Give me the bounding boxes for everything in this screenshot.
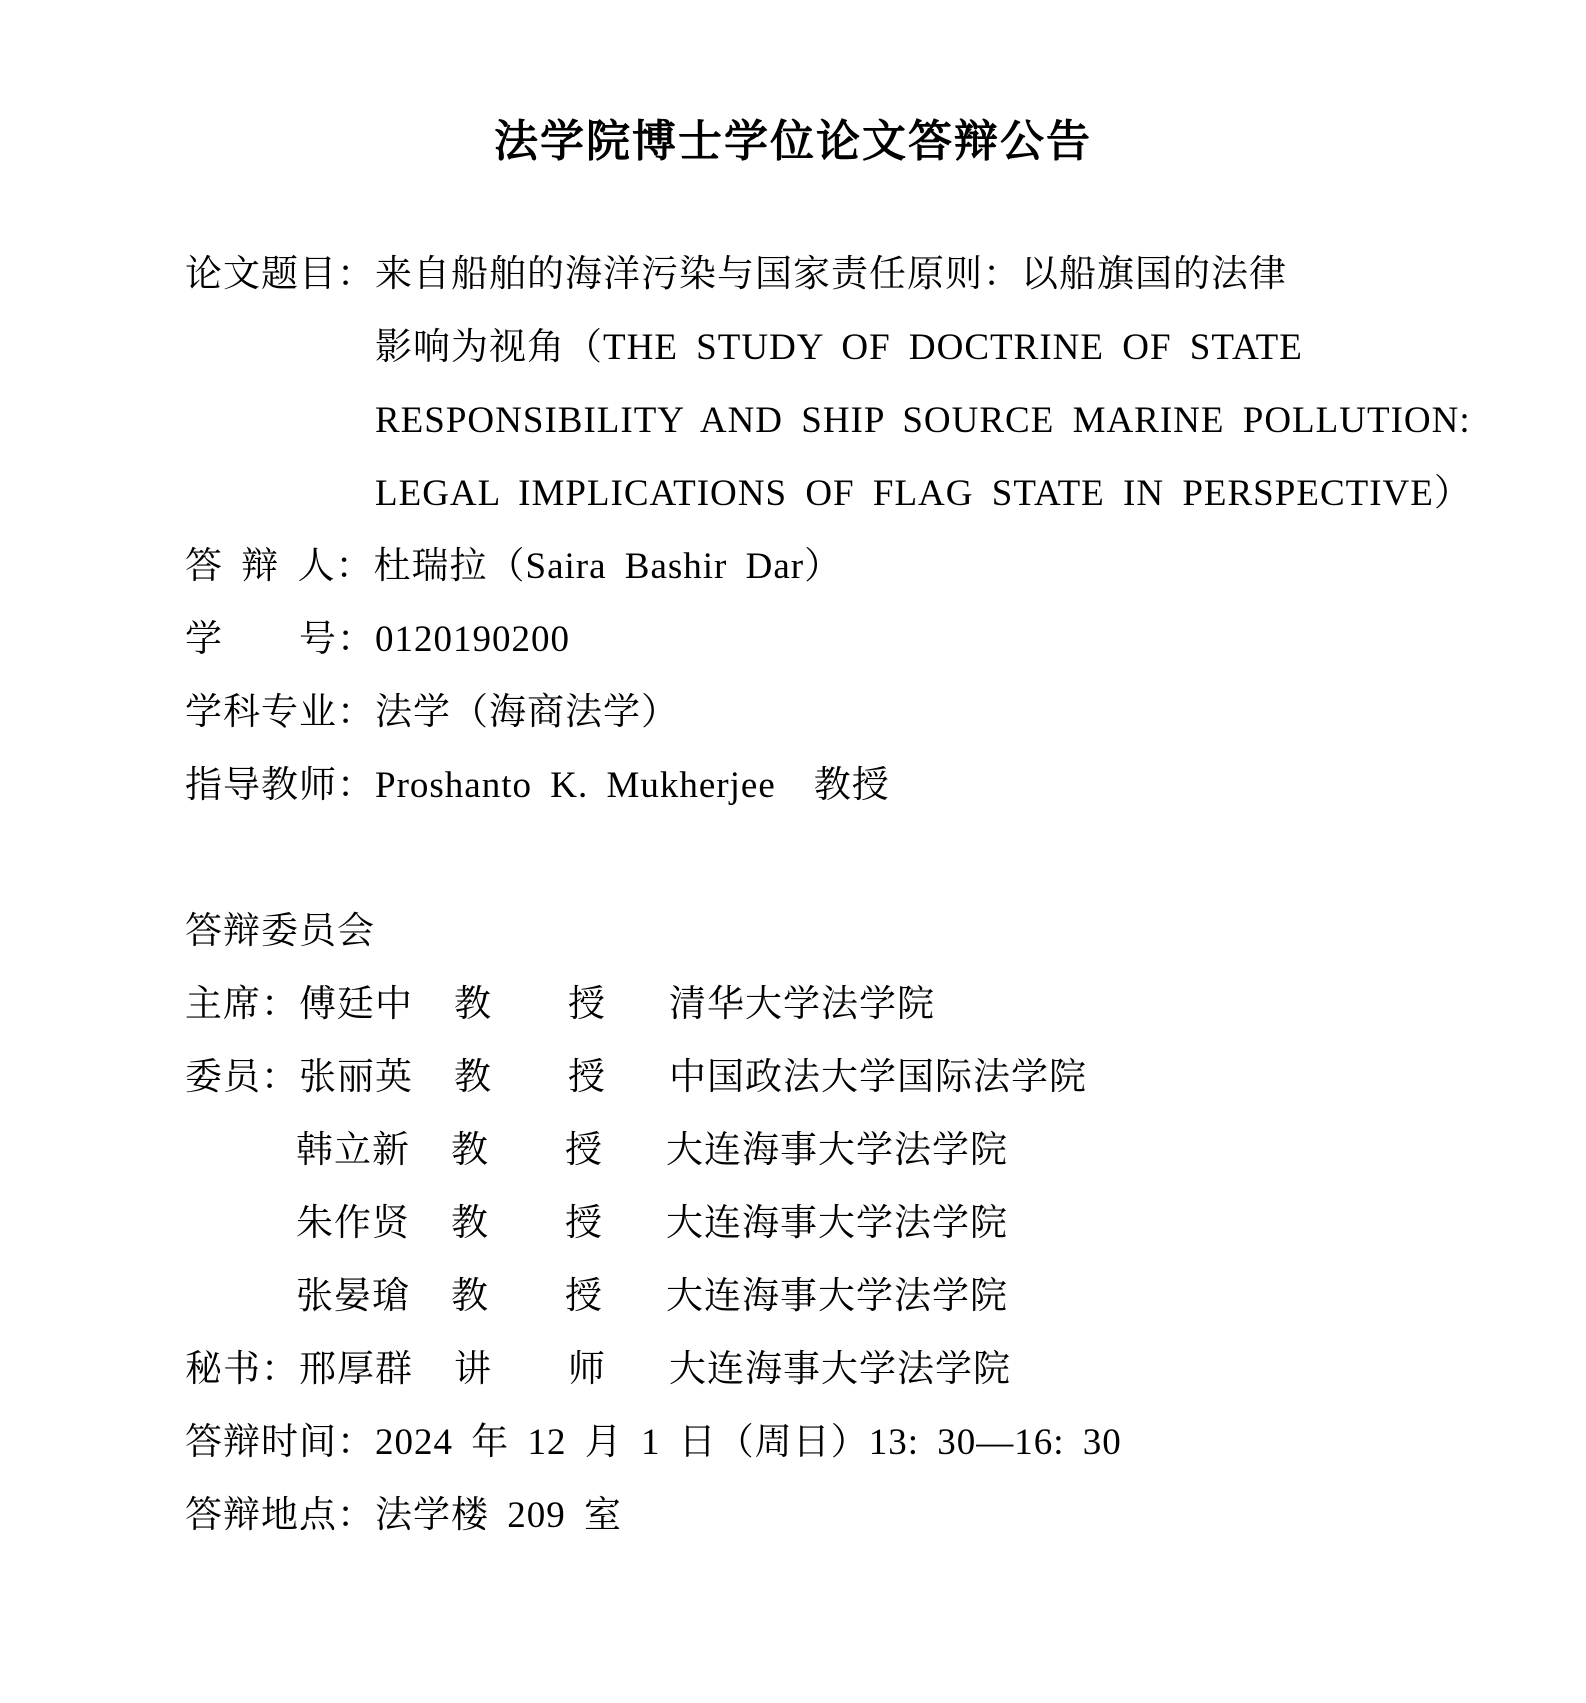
committee-member-institution: 大连海事大学法学院 xyxy=(666,1130,1008,1171)
advisor-label: 指导教师： xyxy=(185,765,375,806)
committee-member-institution: 中国政法大学国际法学院 xyxy=(669,1057,1087,1098)
field-row-defense-venue xyxy=(185,1479,1401,1552)
committee-member-institution: 大连海事大学法学院 xyxy=(666,1276,1008,1317)
defender-label: 答 辩 人： xyxy=(185,546,374,587)
committee-role-label xyxy=(185,1260,296,1333)
committee-role-label: 主席： xyxy=(185,984,299,1025)
student-id-label: 学 号： xyxy=(185,619,375,660)
field-row-topic xyxy=(185,238,1472,530)
committee-member-name: 韩立新 xyxy=(296,1130,410,1171)
defense-time-label: 答辩时间： xyxy=(185,1422,375,1463)
committee-member-name: 张丽英 xyxy=(299,1057,413,1098)
committee-row-member xyxy=(185,1041,1401,1114)
defender-value: 杜瑞拉（Saira Bashir Dar） xyxy=(373,546,843,587)
page-title: 法学院博士学位论文答辩公告 xyxy=(494,117,1092,166)
defense-venue-value: 法学楼 209 室 xyxy=(375,1495,622,1536)
committee-member-institution: 大连海事大学法学院 xyxy=(669,1349,1011,1390)
topic-value xyxy=(375,238,1472,530)
field-row-defender xyxy=(185,530,1401,603)
committee-member-institution: 大连海事大学法学院 xyxy=(666,1203,1008,1244)
field-row-advisor xyxy=(185,749,1401,822)
committee-member-rank: 教 授 xyxy=(454,984,606,1025)
topic-line-3: RESPONSIBILITY AND SHIP SOURCE MARINE POLLUTION: xyxy=(375,400,1471,441)
committee-member-rank: 教 授 xyxy=(451,1203,603,1244)
committee-role-label: 秘书： xyxy=(185,1349,299,1390)
announcement-body xyxy=(185,238,1472,1552)
committee-role-label xyxy=(185,1114,296,1187)
major-value: 法学（海商法学） xyxy=(375,692,679,733)
committee-member-name: 朱作贤 xyxy=(296,1203,410,1244)
committee-role-label: 委员： xyxy=(185,1057,299,1098)
defense-venue-label: 答辩地点： xyxy=(185,1495,375,1536)
committee-section-header: 答辩委员会 xyxy=(185,911,375,952)
committee-member-rank: 教 授 xyxy=(451,1276,603,1317)
committee-row-member xyxy=(185,1114,1401,1187)
field-row-major xyxy=(185,676,1401,749)
committee-member-rank: 教 授 xyxy=(451,1130,603,1171)
field-row-defense-time xyxy=(185,1406,1401,1479)
committee-row-secretary xyxy=(185,1333,1401,1406)
major-label: 学科专业： xyxy=(185,692,375,733)
committee-row-chair xyxy=(185,968,1401,1041)
committee-member-name: 张晏瑲 xyxy=(296,1276,410,1317)
committee-role-label xyxy=(185,1187,296,1260)
committee-row-member xyxy=(185,1187,1401,1260)
committee-member-name: 邢厚群 xyxy=(299,1349,413,1390)
topic-label: 论文题目： xyxy=(185,254,375,295)
committee-member-rank: 教 授 xyxy=(454,1057,606,1098)
topic-line-4: LEGAL IMPLICATIONS OF FLAG STATE IN PERSPECTIVE） xyxy=(375,473,1472,514)
committee-member-institution: 清华大学法学院 xyxy=(669,984,935,1025)
defense-time-value: 2024 年 12 月 1 日（周日）13: 30—16: 30 xyxy=(375,1422,1122,1463)
blank-line xyxy=(185,822,1401,895)
committee-row-member xyxy=(185,1260,1401,1333)
committee-member-name: 傅廷中 xyxy=(299,984,413,1025)
field-row-student-id xyxy=(185,603,1401,676)
topic-line-2: 影响为视角（THE STUDY OF DOCTRINE OF STATE xyxy=(375,327,1303,368)
student-id-value: 0120190200 xyxy=(375,619,570,660)
committee-member-rank: 讲 师 xyxy=(454,1349,606,1390)
topic-line-1: 来自船舶的海洋污染与国家责任原则：以船旗国的法律 xyxy=(375,254,1287,295)
advisor-value: Proshanto K. Mukherjee 教授 xyxy=(375,765,890,806)
